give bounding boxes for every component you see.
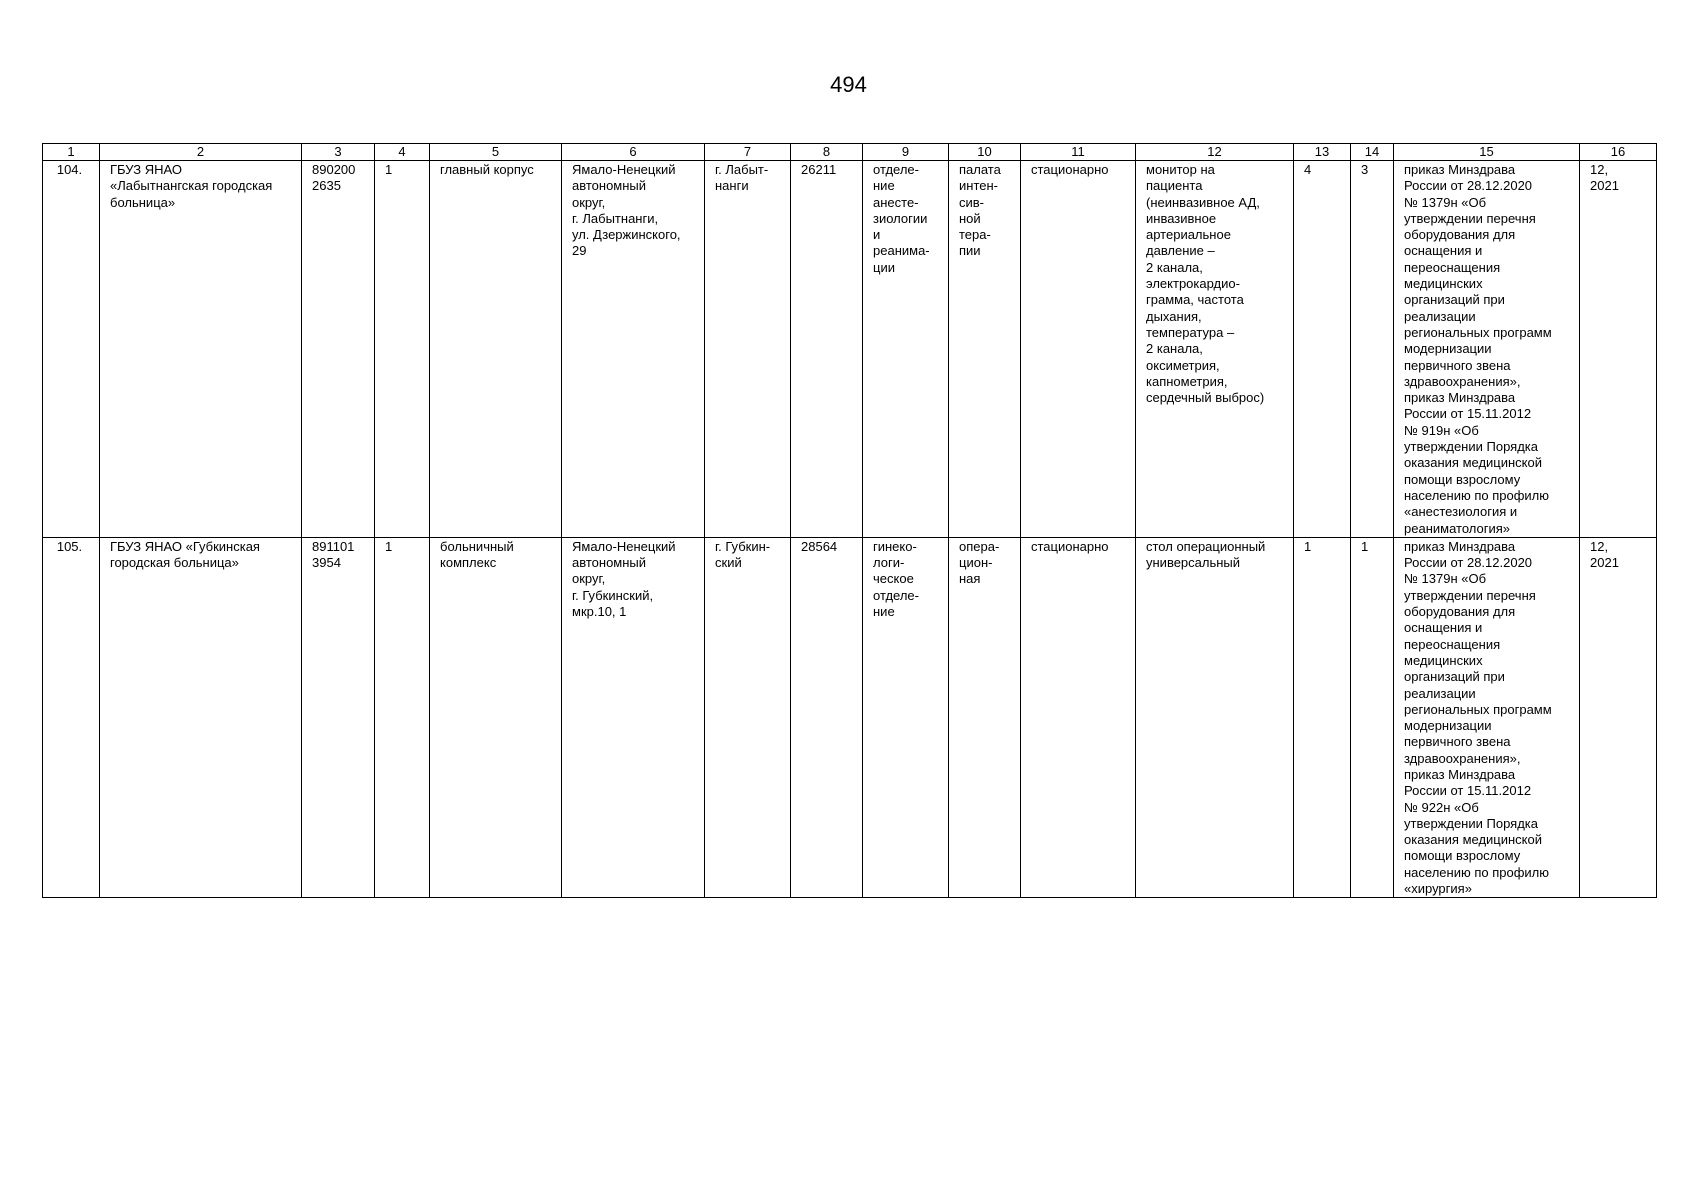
cell-text-line: округ,	[572, 194, 606, 210]
column-header: 14	[1351, 144, 1394, 161]
organization-cell	[100, 161, 302, 538]
cell-text-line: 26211	[801, 162, 837, 177]
cell-text-line: № 1379н «Об	[1404, 571, 1487, 587]
care-type-cell	[1021, 537, 1136, 898]
cell-text-line: зиологии	[873, 210, 928, 226]
cell-text-line: № 1379н «Об	[1404, 194, 1487, 210]
cell-text-line: палата	[959, 162, 1001, 177]
quantity-cell	[1294, 161, 1351, 538]
cell-text-line: приказ Минздрава	[1404, 766, 1516, 782]
cell-text-line: нанги	[715, 178, 749, 194]
cell-text-line: утверждении Порядка	[1404, 439, 1538, 455]
cell-text-line: России от 28.12.2020	[1404, 555, 1533, 571]
date-cell	[1580, 161, 1657, 538]
cell-text-line: 2021	[1590, 178, 1619, 194]
organization-cell	[100, 537, 302, 898]
cell-text-line: 28564	[801, 538, 838, 554]
cell-text-line: населению по профилю	[1404, 487, 1549, 503]
cell-text-line: региональных программ	[1404, 324, 1552, 340]
cell-text-line: помощи взрослому	[1404, 471, 1521, 487]
cell-text-line: ции	[873, 259, 895, 275]
row-number-cell	[43, 161, 100, 538]
cell-text-line: России от 15.11.2012	[1404, 406, 1532, 422]
cell-text-line: ГБУЗ ЯНАО	[110, 162, 182, 177]
cell-text-line: приказ Минздрава	[1404, 162, 1516, 177]
column-header: 13	[1294, 144, 1351, 161]
cell-text-line: оборудования для	[1404, 604, 1516, 620]
column-header: 2	[100, 144, 302, 161]
cell-text-line: грамма, частота	[1146, 292, 1244, 308]
cell-text-line: Ямало-Ненецкий	[572, 162, 676, 177]
cell-text-line: сив-	[959, 194, 984, 210]
cell-text-line: температура –	[1146, 324, 1235, 340]
cell-text-line: главный корпус	[440, 162, 534, 177]
column-header: 8	[791, 144, 863, 161]
cell-text-line: 2 канала,	[1146, 259, 1203, 275]
room-cell	[949, 161, 1021, 538]
cell-text-line: (неинвазивное АД,	[1146, 194, 1260, 210]
cell-text-line: 1	[385, 162, 393, 177]
cell-text-line: ная	[959, 571, 981, 587]
cell-text-line: России от 15.11.2012	[1404, 783, 1532, 799]
cell-text-line: оборудования для	[1404, 227, 1516, 243]
register-table	[42, 143, 1657, 898]
cell-text-line: модернизации	[1404, 341, 1492, 357]
cell-text-line: 12,	[1590, 162, 1609, 177]
cell-text-line: оксиметрия,	[1146, 357, 1220, 373]
quantity-cell	[1294, 537, 1351, 898]
equipment-cell	[1136, 161, 1294, 538]
cell-text-line: региональных программ	[1404, 701, 1552, 717]
page-number: 494	[830, 72, 867, 97]
cell-text-line: реаниматология»	[1404, 520, 1510, 536]
column-header: 9	[863, 144, 949, 161]
cell-text-line: ческое	[873, 571, 914, 587]
cell-text-line: организаций при	[1404, 669, 1505, 685]
cell-text-line: давление –	[1146, 243, 1215, 259]
cell-text-line: комплекс	[440, 555, 497, 571]
cell-text-line: 3954	[312, 555, 341, 571]
cell-text-line: дыхания,	[1146, 308, 1202, 324]
cell-text-line: № 922н «Об	[1404, 799, 1479, 815]
cell-text-line: универсальный	[1146, 555, 1241, 571]
quantity-cell	[1351, 161, 1394, 538]
table-row	[43, 537, 1657, 898]
building-cell	[430, 161, 562, 538]
address-cell	[562, 161, 705, 538]
cell-text-line: ул. Дзержинского,	[572, 227, 681, 243]
cell-text-line: округ,	[572, 571, 606, 587]
cell-text-line: оснащения и	[1404, 620, 1483, 636]
column-header: 11	[1021, 144, 1136, 161]
cell-text-line: реализации	[1404, 308, 1476, 324]
cell-text-line: монитор на	[1146, 162, 1215, 177]
cell-text-line: цион-	[959, 555, 993, 571]
cell-text-line: переоснащения	[1404, 636, 1501, 652]
city-cell	[705, 537, 791, 898]
cell-text-line: 891101	[312, 538, 355, 554]
cell-text-line: интен-	[959, 178, 998, 194]
okato-cell	[791, 161, 863, 538]
cell-text-line: 890200	[312, 162, 356, 177]
cell-text-line: модернизации	[1404, 718, 1492, 734]
cell-text-line: городская больница»	[110, 555, 239, 571]
building-cell	[430, 537, 562, 898]
cell-text-line: стол операционный	[1146, 538, 1266, 554]
date-cell	[1580, 537, 1657, 898]
cell-text-line: стационарно	[1031, 162, 1109, 177]
cell-text-line: реализации	[1404, 685, 1476, 701]
column-header: 7	[705, 144, 791, 161]
table-row	[43, 161, 1657, 538]
cell-text-line: стационарно	[1031, 538, 1109, 554]
cell-text-line: приказ Минздрава	[1404, 390, 1516, 406]
column-header: 1	[43, 144, 100, 161]
cell-text-line: медицинских	[1404, 276, 1483, 292]
column-header: 4	[375, 144, 430, 161]
cell-text-line: 2021	[1590, 555, 1619, 571]
cell-text-line: отделе-	[873, 587, 919, 603]
cell-text-line: 4	[1304, 162, 1312, 177]
city-cell	[705, 161, 791, 538]
regulation-cell	[1394, 537, 1580, 898]
cell-text-line: 2 канала,	[1146, 341, 1203, 357]
equipment-cell	[1136, 537, 1294, 898]
column-header: 12	[1136, 144, 1294, 161]
cell-text-line: помощи взрослому	[1404, 848, 1521, 864]
cell-text-line: пациента	[1146, 178, 1203, 194]
cell-text-line: анесте-	[873, 194, 919, 210]
cell-text-line: 1	[1361, 538, 1369, 554]
cell-text-line: г. Лабыт-	[715, 162, 769, 177]
room-cell	[949, 537, 1021, 898]
cell-text-line: и	[873, 227, 881, 243]
cell-text-line: утверждении Порядка	[1404, 815, 1538, 831]
code-cell	[302, 161, 375, 538]
regulation-cell	[1394, 161, 1580, 538]
cell-text-line: электрокардио-	[1146, 276, 1240, 292]
cell-text-line: ной	[959, 210, 981, 226]
department-cell	[863, 537, 949, 898]
cell-text-line: здравоохранения»,	[1404, 750, 1521, 766]
department-cell	[863, 161, 949, 538]
cell-text-line: капнометрия,	[1146, 373, 1228, 389]
column-number-row	[43, 144, 1657, 161]
cell-text-line: медицинских	[1404, 652, 1483, 668]
cell-text-line: «Лабытнангская городская	[110, 178, 273, 194]
cell-text-line: переоснащения	[1404, 259, 1501, 275]
cell-text-line: г. Губкин-	[715, 538, 771, 554]
cell-text-line: 1	[1304, 538, 1312, 554]
cell-text-line: № 919н «Об	[1404, 422, 1479, 438]
cell-text-line: пии	[959, 243, 981, 259]
cell-text-line: логи-	[873, 555, 905, 571]
code-cell	[302, 537, 375, 898]
cell-text-line: организаций при	[1404, 292, 1505, 308]
cell-text-line: инвазивное	[1146, 210, 1217, 226]
cell-text-line: ние	[873, 178, 895, 194]
cell-text-line: здравоохранения»,	[1404, 373, 1521, 389]
column-header: 6	[562, 144, 705, 161]
cell-text-line: оказания медицинской	[1404, 455, 1543, 471]
cell-text-line: реанима-	[873, 243, 930, 259]
count-cell	[375, 161, 430, 538]
cell-text-line: отделе-	[873, 162, 919, 177]
cell-text-line: 29	[572, 243, 587, 259]
row-number-cell	[43, 537, 100, 898]
cell-text-line: оснащения и	[1404, 243, 1483, 259]
cell-text-line: артериальное	[1146, 227, 1231, 243]
count-cell	[375, 537, 430, 898]
cell-text-line: 3	[1361, 162, 1369, 177]
address-cell	[562, 537, 705, 898]
cell-text-line: оказания медицинской	[1404, 832, 1543, 848]
cell-text-line: 12,	[1590, 538, 1609, 554]
cell-text-line: автономный	[572, 555, 647, 571]
cell-text-line: первичного звена	[1404, 734, 1511, 750]
cell-text-line: г. Губкинский,	[572, 587, 654, 603]
okato-cell	[791, 537, 863, 898]
cell-text-line: 104.	[56, 162, 83, 177]
cell-text-line: 2635	[312, 178, 341, 194]
column-header: 16	[1580, 144, 1657, 161]
cell-text-line: первичного звена	[1404, 357, 1511, 373]
cell-text-line: автономный	[572, 178, 647, 194]
cell-text-line: ГБУЗ ЯНАО «Губкинская	[110, 538, 260, 554]
cell-text-line: 105.	[56, 538, 83, 554]
cell-text-line: сердечный выброс)	[1146, 390, 1265, 406]
column-header: 5	[430, 144, 562, 161]
cell-text-line: «хирургия»	[1404, 881, 1472, 897]
column-header: 3	[302, 144, 375, 161]
column-header: 15	[1394, 144, 1580, 161]
cell-text-line: утверждении перечня	[1404, 210, 1536, 226]
cell-text-line: Ямало-Ненецкий	[572, 538, 676, 554]
cell-text-line: г. Лабытнанги,	[572, 210, 659, 226]
cell-text-line: тера-	[959, 227, 991, 243]
cell-text-line: больничный	[440, 538, 514, 554]
cell-text-line: «анестезиология и	[1404, 504, 1518, 520]
cell-text-line: 1	[385, 538, 393, 554]
quantity-cell	[1351, 537, 1394, 898]
cell-text-line: утверждении перечня	[1404, 587, 1536, 603]
cell-text-line: больница»	[110, 194, 176, 210]
care-type-cell	[1021, 161, 1136, 538]
cell-text-line: гинеко-	[873, 538, 917, 554]
cell-text-line: ский	[715, 555, 742, 571]
cell-text-line: России от 28.12.2020	[1404, 178, 1533, 194]
cell-text-line: приказ Минздрава	[1404, 538, 1516, 554]
cell-text-line: мкр.10, 1	[572, 604, 627, 620]
cell-text-line: населению по профилю	[1404, 864, 1549, 880]
column-header: 10	[949, 144, 1021, 161]
cell-text-line: опера-	[959, 538, 1000, 554]
cell-text-line: ние	[873, 604, 895, 620]
